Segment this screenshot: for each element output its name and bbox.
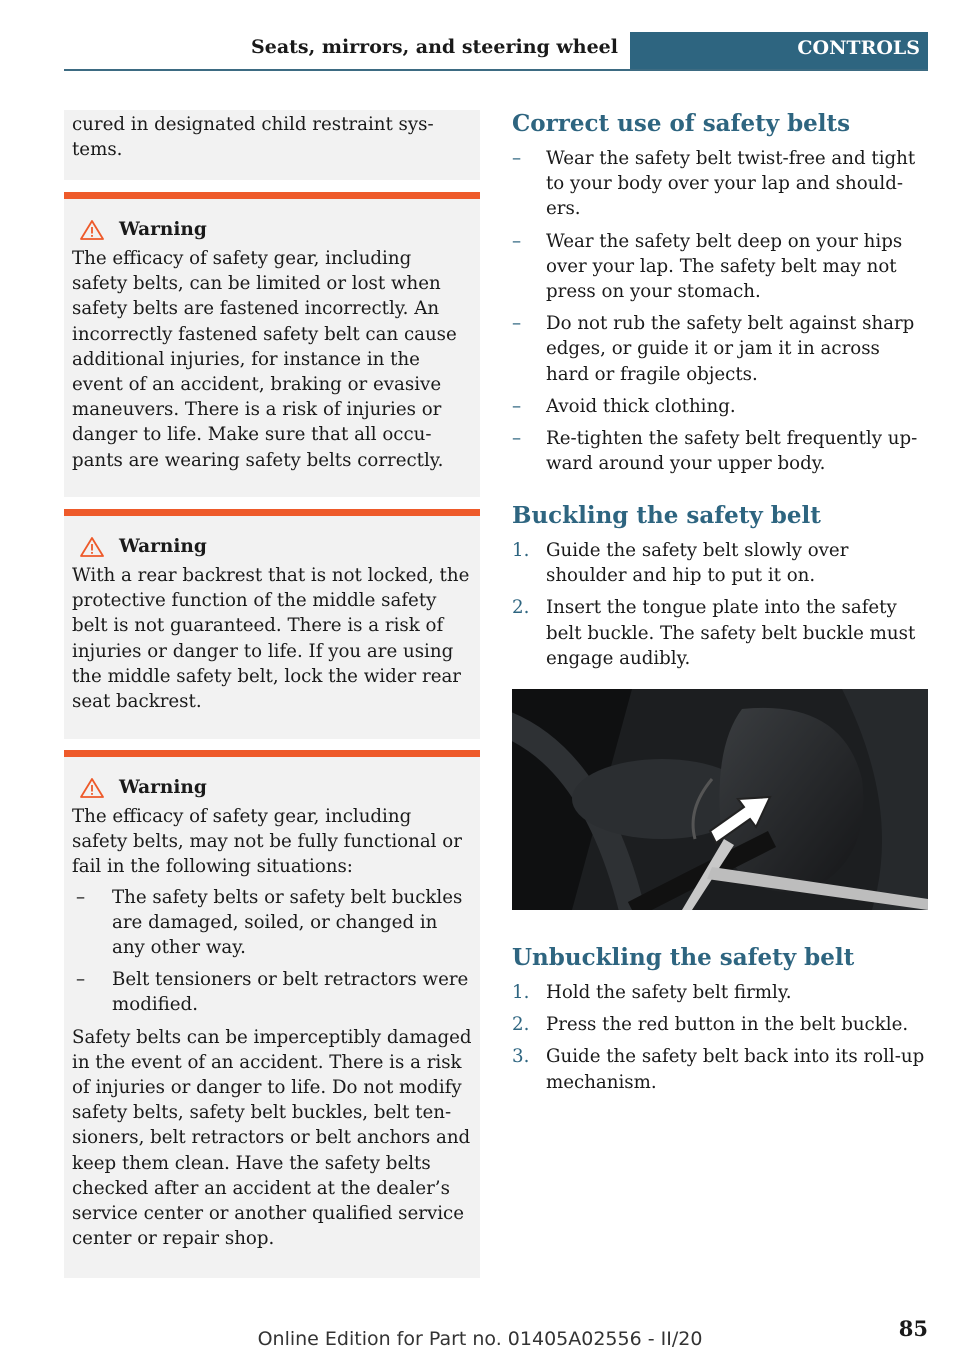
list-item bbox=[512, 980, 928, 1005]
warning-box-2 bbox=[64, 509, 480, 739]
dash-marker: – bbox=[512, 148, 522, 169]
list-item-text: Belt tensioners or belt retractors were modified. bbox=[112, 969, 469, 1016]
list-item-text: Re-tighten the safety belt frequently up-ward around your upper body. bbox=[546, 428, 918, 475]
list-item bbox=[512, 595, 928, 671]
dash-marker: – bbox=[76, 886, 86, 908]
list-item bbox=[72, 967, 472, 1017]
intro-box bbox=[64, 110, 480, 180]
list-item bbox=[72, 885, 472, 961]
warning-header bbox=[72, 777, 472, 798]
warning-text: With a rear backrest that is not locked, the protective function of the middle safety belt is not guaranteed. There is a risk of injuries or danger to life. If you are using the middle safety belt, lock the wider rear seat backrest. bbox=[72, 565, 470, 713]
warning-text: The efficacy of safety gear, including safety belts, may not be fully functional or fail in the following situations: bbox=[72, 806, 462, 878]
section-heading: Unbuckling the safety belt bbox=[512, 944, 855, 971]
step-number: 1. bbox=[512, 982, 530, 1003]
header-chapter-tab: CONTROLS bbox=[630, 32, 928, 71]
step-number: 2. bbox=[512, 597, 530, 619]
warning-title: Warning bbox=[119, 219, 207, 240]
intro-text: cured in designated child restraint sys- tems. bbox=[72, 114, 434, 161]
step-text: Insert the tongue plate into the safety belt buckle. The safety belt buckle must engage audibly. bbox=[546, 597, 916, 669]
unbuckling-steps bbox=[512, 980, 928, 1095]
warning-text-after: Safety belts can be imperceptibly damaged in the event of an accident. There is a risk of injuries or danger to life. Do not modify safety belts, safety belt buckles, belt ten-sioners, belt retractors or belt anchors and keep them clean. Have the safety belts checked after an accident at the dealer’s service center or another qualified service center or repair shop. bbox=[72, 1026, 472, 1250]
list-item bbox=[512, 311, 928, 387]
warning-triangle-icon bbox=[80, 220, 104, 240]
buckling-section bbox=[512, 502, 928, 678]
page-number: 85 bbox=[898, 1316, 928, 1341]
list-item-text: Do not rub the safety belt against sharp edges, or guide it or jam it in across hard or fragile objects. bbox=[546, 313, 915, 385]
seat-belt-buckle-photo bbox=[512, 689, 928, 910]
step-text: Hold the safety belt firmly. bbox=[546, 982, 792, 1003]
list-item-text: The safety belts or safety belt buckles are damaged, soiled, or changed in any other way. bbox=[112, 886, 463, 959]
dash-marker: – bbox=[76, 969, 86, 991]
list-item-text: Wear the safety belt deep on your hips over your lap. The safety belt may not press on your stomach. bbox=[546, 230, 903, 303]
unbuckling-section bbox=[512, 944, 928, 1102]
list-item bbox=[512, 426, 928, 476]
step-text: Press the red button in the belt buckle. bbox=[546, 1014, 909, 1036]
warning-triangle-icon bbox=[80, 778, 104, 798]
buckling-steps bbox=[512, 538, 928, 671]
step-number: 1. bbox=[512, 540, 530, 561]
list-item bbox=[512, 229, 928, 305]
correct-use-list bbox=[512, 146, 928, 476]
warning-title: Warning bbox=[119, 777, 207, 798]
step-text: Guide the safety belt slowly over shoulder and hip to put it on. bbox=[546, 540, 849, 587]
warning-bar bbox=[64, 509, 480, 516]
warning-triangle-icon bbox=[80, 537, 104, 557]
step-text: Guide the safety belt back into its roll-up mechanism. bbox=[546, 1046, 925, 1093]
header-rule bbox=[64, 69, 928, 71]
dash-marker: – bbox=[512, 313, 522, 335]
footer-edition: Online Edition for Part no. 01405A02556 - II/20 bbox=[257, 1328, 703, 1350]
dash-marker: – bbox=[512, 428, 522, 450]
warning-header bbox=[72, 536, 472, 557]
warning-header bbox=[72, 219, 472, 240]
list-item-text: Avoid thick clothing. bbox=[546, 395, 736, 417]
dash-marker: – bbox=[512, 230, 522, 252]
warning-text: The efficacy of safety gear, including safety belts, can be limited or lost when safety belts are fastened incorrectly. An incorrectly fastened safety belt can cause additional injuries, for instance in the event of an accident, braking or evasive maneuvers. There is a risk of injuries or danger to life. Make sure that all occu-pants are wearing safety belts correctly. bbox=[72, 248, 457, 471]
list-item bbox=[512, 146, 928, 222]
list-item bbox=[512, 1012, 928, 1037]
warning-box-3 bbox=[64, 750, 480, 1278]
warning-bar bbox=[64, 750, 480, 757]
seat-belt-illustration bbox=[512, 689, 928, 910]
step-number: 2. bbox=[512, 1014, 530, 1036]
header-section-title: Seats, mirrors, and steering wheel bbox=[251, 36, 618, 58]
step-number: 3. bbox=[512, 1046, 530, 1068]
warning-list bbox=[72, 885, 472, 1018]
section-heading: Correct use of safety belts bbox=[512, 110, 851, 137]
dash-marker: – bbox=[512, 395, 522, 417]
list-item bbox=[512, 538, 928, 588]
correct-use-section bbox=[512, 110, 928, 483]
list-item-text: Wear the safety belt twist-free and tight to your body over your lap and should-ers. bbox=[546, 148, 916, 220]
warning-box-1 bbox=[64, 192, 480, 497]
list-item bbox=[512, 1044, 928, 1094]
warning-bar bbox=[64, 192, 480, 199]
section-heading: Buckling the safety belt bbox=[512, 502, 821, 529]
list-item bbox=[512, 394, 928, 419]
warning-title: Warning bbox=[119, 536, 207, 557]
